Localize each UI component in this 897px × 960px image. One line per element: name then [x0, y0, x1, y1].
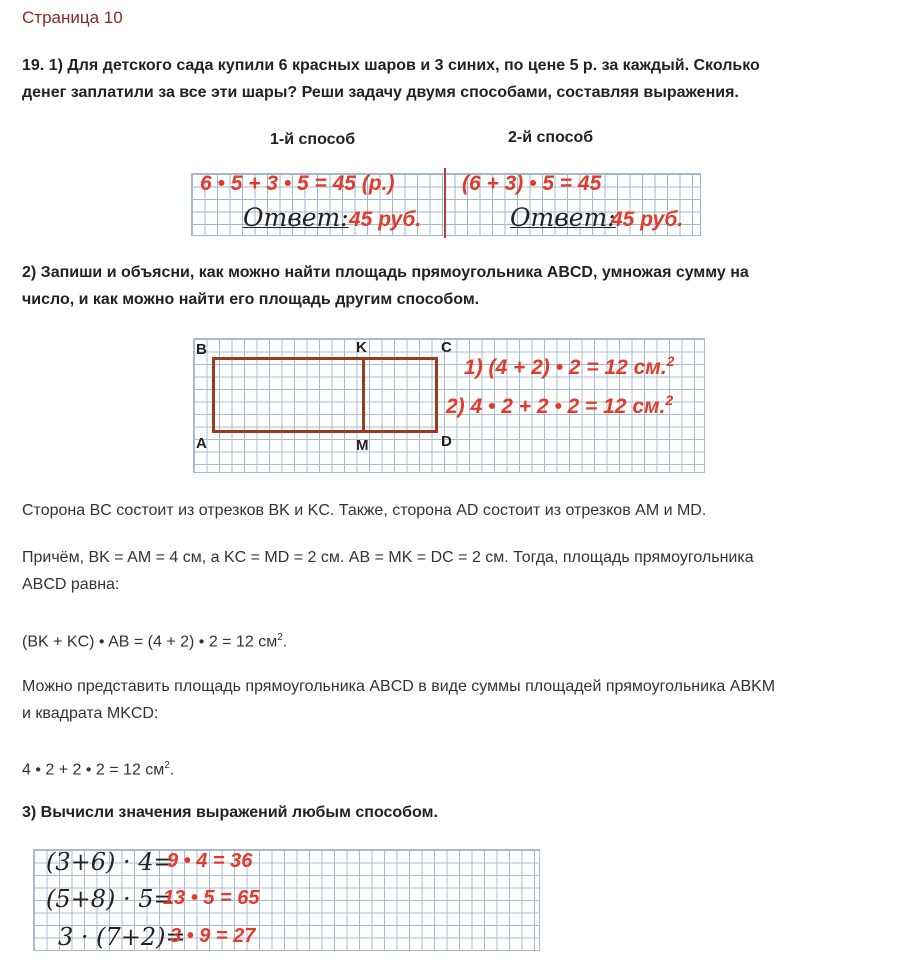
point-d: D [441, 433, 452, 450]
task3-text: 3) Вычисли значения выражений любым способом. [22, 804, 438, 821]
method2-expression: (6 + 3) • 5 = 45 [462, 172, 602, 195]
rectangle-abcd [212, 357, 438, 433]
formula-period-1: . [282, 633, 288, 651]
task2-line1: 2) Запиши и объясни, как можно найти площадь прямоугольника ABCD, умножая сумму на [22, 264, 749, 281]
task2-text [22, 259, 749, 313]
formula-sum-areas-sup: 2 [164, 760, 170, 771]
explanation-p4 [22, 673, 775, 727]
point-c: C [441, 339, 452, 356]
explanation-p1: Сторона BC состоит из отрезков BK и KC. Также, сторона AD состоит из отрезков AM и MD. [22, 502, 707, 519]
formula-period-2: . [169, 761, 175, 779]
explanation-p2-line1: Причём, BK = AM = 4 см, а KC = MD = 2 см. AB = MK = DC = 2 см. Тогда, площадь прямоугольника [22, 549, 754, 566]
area-solution-2-text: 2) 4 • 2 + 2 • 2 = 12 см. [446, 395, 666, 418]
task3-row3-given: 3 · (7+2)= [58, 923, 186, 951]
answer-label-2: Ответ: [510, 203, 616, 232]
task1-line2: денег заплатили за все эти шары? Реши задачу двумя способами, составляя выражения. [22, 84, 739, 101]
point-k: K [356, 339, 367, 356]
method1-label: 1-й способ [270, 131, 356, 148]
point-m: M [356, 437, 369, 454]
method1-expression: 6 • 5 + 3 • 5 = 45 (р.) [200, 172, 395, 195]
method2-label: 2-й способ [508, 129, 594, 146]
formula-sum-times-sup: 2 [277, 632, 283, 643]
answer-value-2: 45 руб. [611, 208, 684, 231]
task3-row2-given: (5+8) · 5= [46, 885, 174, 913]
task3-row3-answer: 3 • 9 = 27 [170, 925, 256, 947]
area-solution-2-exponent: 2 [665, 392, 674, 408]
area-solution-1 [464, 353, 674, 380]
answer-value-1: 45 руб. [349, 208, 422, 231]
explanation-p3 [22, 624, 287, 655]
page-title: Страница 10 [22, 8, 123, 27]
explanation-p2-line2: ABCD равна: [22, 576, 120, 593]
task3-row2-answer: 13 • 5 = 65 [163, 887, 260, 909]
formula-sum-areas: 4 • 2 + 2 • 2 = 12 см [22, 761, 165, 779]
answer-label-1: Ответ: [243, 203, 349, 232]
segment-km [362, 357, 365, 433]
point-a: A [196, 435, 207, 452]
task3-row1-given: (3+6) · 4= [46, 848, 174, 876]
method-divider [444, 168, 446, 238]
explanation-p2 [22, 544, 754, 598]
area-solution-2 [446, 392, 673, 419]
task2-line2: число, и как можно найти его площадь другим способом. [22, 291, 480, 308]
task1-line1: 19. 1) Для детского сада купили 6 красных шаров и 3 синих, по цене 5 р. за каждый. Сколько [22, 57, 760, 74]
point-b: B [196, 341, 207, 358]
formula-sum-times: (BK + KC) • AB = (4 + 2) • 2 = 12 см [22, 633, 278, 651]
task1-text [22, 52, 760, 106]
explanation-p5 [22, 752, 174, 783]
area-solution-1-exponent: 2 [666, 353, 675, 369]
task3-row1-answer: 9 • 4 = 36 [167, 850, 253, 872]
area-solution-1-text: 1) (4 + 2) • 2 = 12 см. [464, 356, 667, 379]
explanation-p4-line1: Можно представить площадь прямоугольника ABCD в виде суммы площадей прямоугольника ABKM [22, 678, 776, 695]
explanation-p4-line2: и квадрата MKCD: [22, 705, 159, 722]
